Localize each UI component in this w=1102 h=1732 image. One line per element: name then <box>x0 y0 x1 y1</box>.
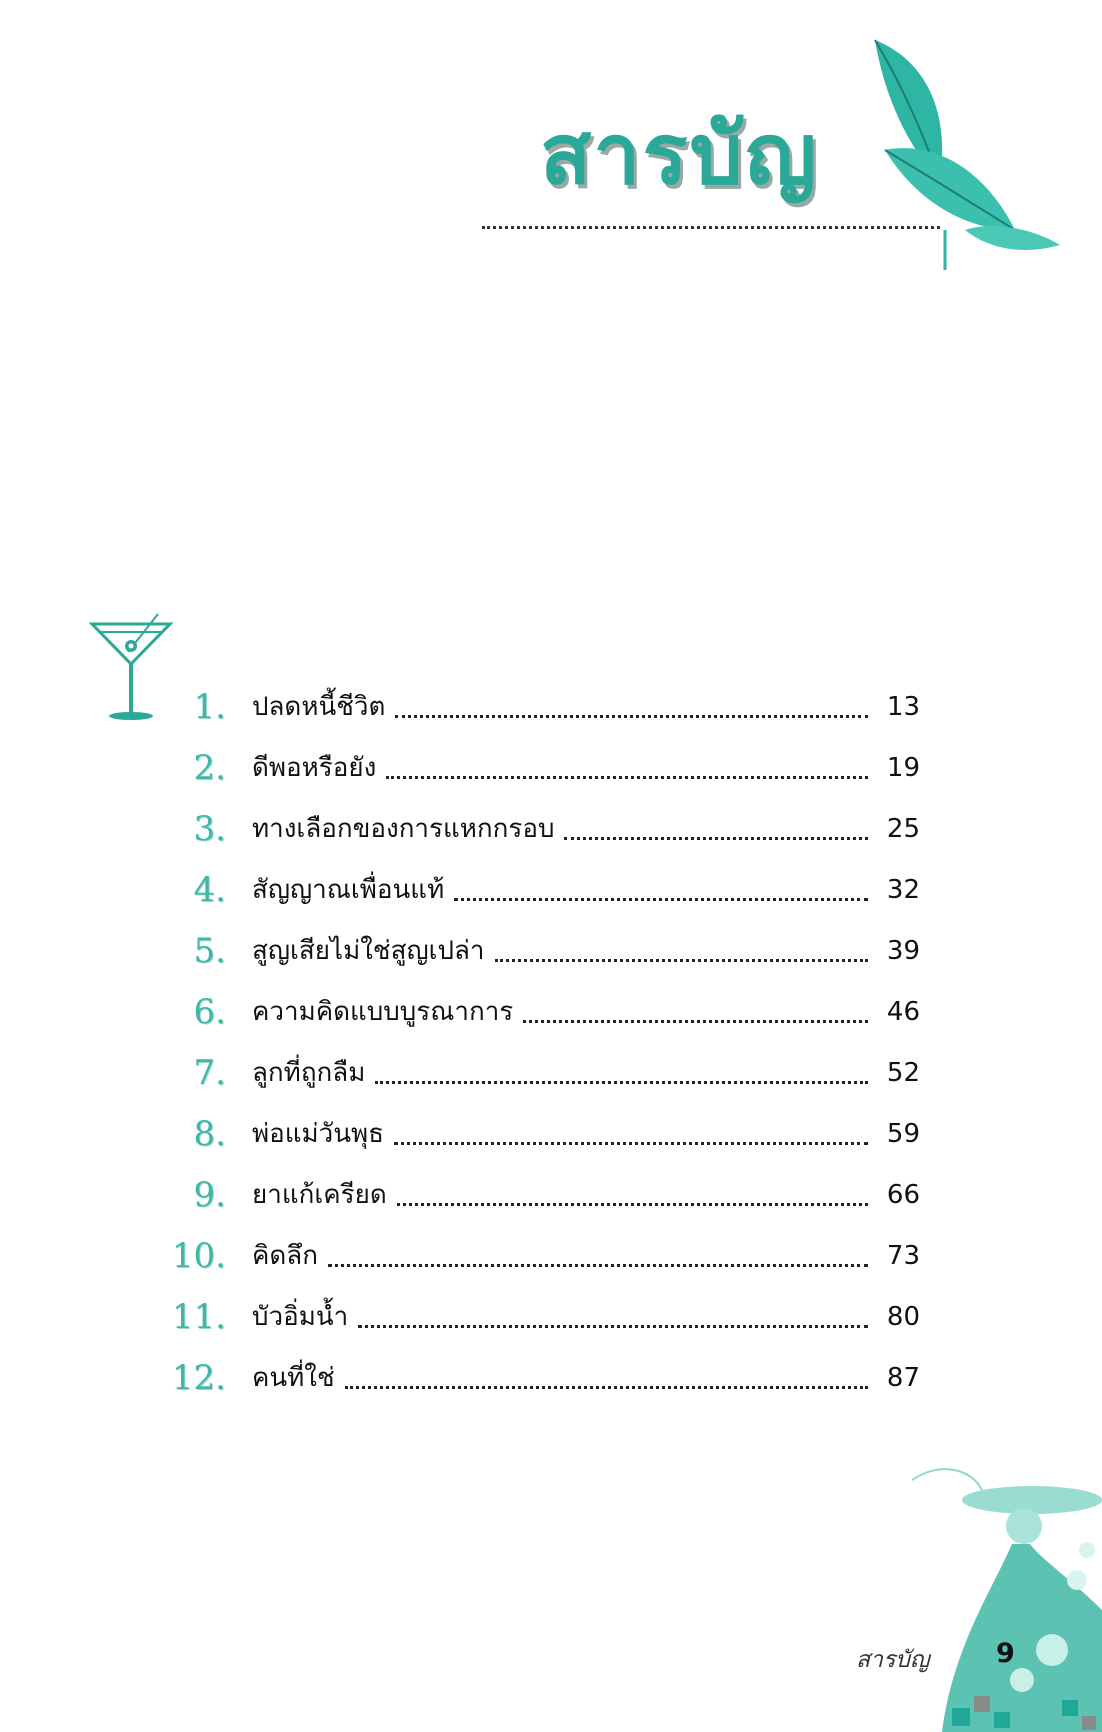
toc-leader-dots <box>454 898 868 901</box>
toc-item-title: คนที่ใช่ <box>252 1363 335 1393</box>
toc-leader-dots <box>495 959 868 962</box>
toc-item-title: สัญญาณเพื่อนแท้ <box>252 875 445 905</box>
toc-item-title: ความคิดแบบบูรณาการ <box>252 997 514 1027</box>
toc-item[interactable] <box>150 1347 920 1408</box>
toc-item-title: ทางเลือกของการแหกกรอบ <box>252 814 555 844</box>
toc-item[interactable] <box>150 1042 920 1103</box>
toc-item-number: 8. <box>193 1113 226 1154</box>
toc-item-title: ดีพอหรือยัง <box>252 753 377 783</box>
toc-item-number: 7. <box>193 1052 226 1093</box>
toc-item-title: บัวอิ่มน้ำ <box>252 1302 349 1332</box>
toc-item[interactable] <box>150 859 920 920</box>
toc-item-page: 46 <box>886 996 920 1027</box>
toc-item-page: 59 <box>886 1118 920 1149</box>
toc-leader-dots <box>395 715 868 718</box>
toc-item[interactable] <box>150 1225 920 1286</box>
toc-leader-dots <box>397 1203 868 1206</box>
toc-item-title: คิดลึก <box>252 1241 318 1271</box>
toc-item-page: 73 <box>886 1240 920 1271</box>
toc-item-number: 9. <box>193 1174 226 1215</box>
toc-item-number: 4. <box>193 869 226 910</box>
toc-item-number: 3. <box>193 808 226 849</box>
toc-item-number: 1. <box>193 686 226 727</box>
toc-item-page: 19 <box>886 752 920 783</box>
toc-item-title: ลูกที่ถูกลืม <box>252 1058 366 1088</box>
toc-item-number: 5. <box>193 930 226 971</box>
toc-leader-dots <box>564 837 868 840</box>
page-title: สารบัญ <box>540 105 819 203</box>
toc-item[interactable] <box>150 1164 920 1225</box>
toc-item-page: 52 <box>886 1057 920 1088</box>
toc-leader-dots <box>394 1142 868 1145</box>
toc-item-title: ปลดหนี้ชีวิต <box>252 692 386 722</box>
toc-item-page: 13 <box>886 691 920 722</box>
footer-section-label: สารบัญ <box>856 1647 930 1673</box>
toc-item-title: พ่อแม่วันพุธ <box>252 1119 385 1149</box>
toc-leader-dots <box>328 1264 868 1267</box>
toc-item-page: 39 <box>886 935 920 966</box>
toc-item-number: 11. <box>171 1296 226 1337</box>
toc-item-title: สูญเสียไม่ใช่สูญเปล่า <box>252 936 485 966</box>
toc-item[interactable] <box>150 981 920 1042</box>
toc-item-number: 12. <box>171 1357 226 1398</box>
toc-item[interactable] <box>150 920 920 981</box>
toc-item-page: 80 <box>886 1301 920 1332</box>
toc-item-page: 32 <box>886 874 920 905</box>
toc-item-number: 10. <box>171 1235 226 1276</box>
toc-item[interactable] <box>150 737 920 798</box>
footer-page-number: 9 <box>996 1638 1015 1669</box>
lady-illustration <box>912 1460 1102 1732</box>
toc-item-page: 66 <box>886 1179 920 1210</box>
toc-item[interactable] <box>150 1286 920 1347</box>
toc-leader-dots <box>345 1386 868 1389</box>
toc-leader-dots <box>375 1081 868 1084</box>
toc-item[interactable] <box>150 676 920 737</box>
feather-illustration <box>855 30 1065 270</box>
table-of-contents <box>150 676 920 1408</box>
toc-item-number: 6. <box>193 991 226 1032</box>
toc-leader-dots <box>523 1020 868 1023</box>
toc-item[interactable] <box>150 798 920 859</box>
toc-item-page: 87 <box>886 1362 920 1393</box>
toc-item-title: ยาแก้เครียด <box>252 1180 387 1210</box>
toc-item-page: 25 <box>886 813 920 844</box>
toc-item-number: 2. <box>193 747 226 788</box>
toc-item[interactable] <box>150 1103 920 1164</box>
toc-leader-dots <box>358 1325 868 1328</box>
toc-leader-dots <box>386 776 868 779</box>
